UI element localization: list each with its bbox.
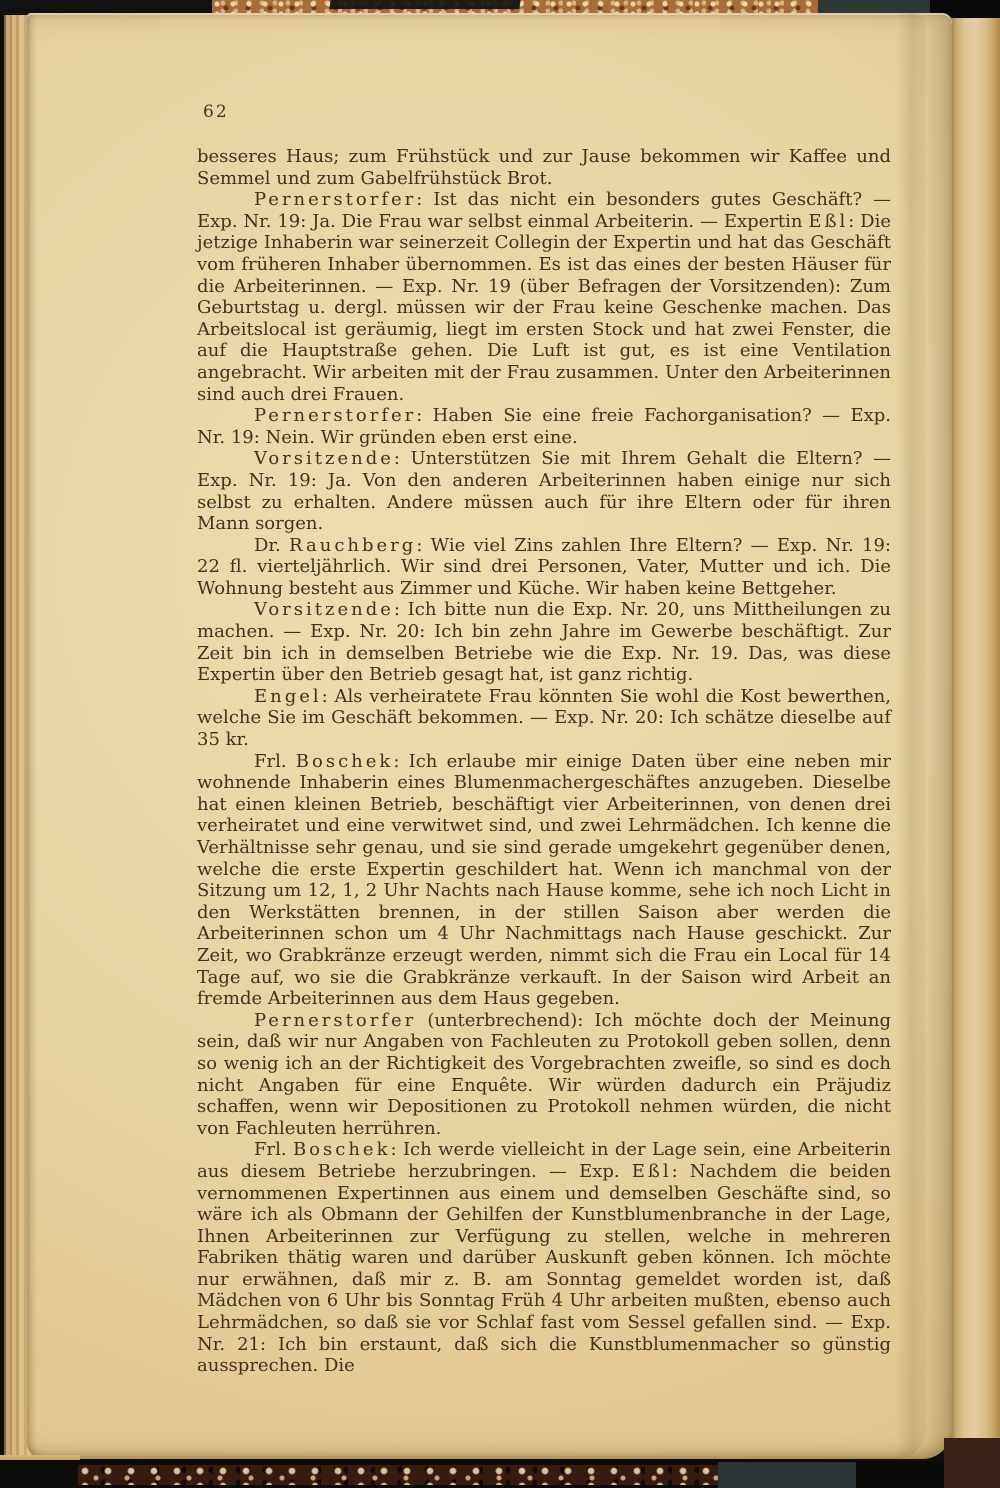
paragraph-text: : Haben Sie eine freie Fachorganisation? — Exp. Nr. 19: Nein. Wir gründen eben erst eine. <box>197 405 891 448</box>
speaker-name: Pernerstorfer <box>254 189 417 211</box>
paragraph-text: : Ist das nicht ein besonders gutes Geschäft? — Exp. Nr. 19: Ja. Die Frau war selbst einmal Arbeiterin. — Expertin <box>197 189 891 232</box>
paragraph <box>197 1010 891 1140</box>
gutter-shadow <box>896 13 926 1459</box>
speaker-name: Vorsitzende <box>254 448 394 470</box>
paragraph-text: : Ich bitte nun die Exp. Nr. 20, uns Mittheilungen zu machen. — Exp. Nr. 20: Ich bin zehn Jahre im Gewerbe beschäftigt. Zur Zeit bin ich in demselben Betriebe wie die Exp. Nr. 19. Das, was diese Expertin über den Betrieb gesagt hat, ist ganz richtig. <box>197 599 891 686</box>
paragraph-text: : Ich erlaube mir einige Daten über eine neben mir wohnende Inhaberin eines Blumenmachergeschäftes anzugeben. Dieselbe hat einen kleinen Betrieb, beschäftigt vier Arbeiterinnen, von denen drei verheiratet und eine verwitwet sind, und zwei Lehrmädchen. Ich kenne die Verhältnisse sehr genau, und sie sind gerade umgekehrt gegenüber denen, welche die erste Expertin geschildert hat. Wenn ich manchmal von der Sitzung um 12, 1, 2 Uhr Nachts nach Hause komme, sehe ich noch Licht in den Werkstätten brennen, in der stillen Saison aber werden die Arbeiterinnen schon um 4 Uhr Nachmittags nach Hause geschickt. Zur Zeit, wo Grabkränze erzeugt werden, nimmt sich die Frau ein Local für 14 Tage auf, wo sie die Grabkränze verkauft. In der Saison wird Arbeit an fremde Arbeiterinnen aus dem Haus gegeben. <box>197 750 891 1010</box>
paragraph-text: Frl. <box>254 1139 293 1161</box>
paragraph-text: besseres Haus; zum Frühstück und zur Jause bekommen wir Kaffee und Semmel und zum Gabelfrühstück Brot. <box>197 146 891 189</box>
top-cover-shadow <box>329 0 520 9</box>
paragraph-text: : Ich werde vielleicht in der Lage sein, eine Arbeiterin aus diesem Betriebe herzubringen. — Exp. <box>197 1139 891 1182</box>
paragraph <box>197 189 891 405</box>
speaker-name: Rauchberg <box>289 534 417 556</box>
bottom-cover-slate <box>718 1462 856 1488</box>
paragraph-text: : Nachdem die beiden vernommenen Expertinnen aus einem und demselben Geschäfte sind, so wäre ich als Obmann der Gehilfen der Kunstblumenbranche in der Lage, Ihnen Arbeiterinnen zur Verfügung zu stellen, welche in mehreren Fabriken thätig waren und darüber Auskunft geben können. Ich möchte nur erwähnen, daß mir z. B. am Sonntag gemeldet worden ist, daß Mädchen von 6 Uhr bis Sonntag Früh 4 Uhr arbeiten mußten, ebenso auch Lehrmädchen, so daß sie vor Schlaf fast vom Sessel gefallen sind. — Exp. Nr. 21: Ich bin erstaunt, daß sich die Kunstblumenmacher so günstig aussprechen. Die <box>197 1160 891 1377</box>
paragraph <box>197 1139 891 1377</box>
paragraph-text: Dr. <box>254 534 290 556</box>
paragraph <box>197 448 891 534</box>
paragraph-text: : Wie viel Zins zahlen Ihre Eltern? — Exp. Nr. 19: 22 fl. vierteljährlich. Wir sind drei Personen, Vater, Mutter und ich. Die Wohnung besteht aus Zimmer und Küche. Wir haben keine Bettgeher. <box>197 534 891 599</box>
paragraph <box>197 751 891 1010</box>
speaker-name: Vorsitzende <box>254 599 394 621</box>
paragraph-text: Frl. <box>254 750 296 772</box>
speaker-name: Boschek <box>295 750 394 772</box>
bottom-right-cover-corner <box>944 1438 1000 1488</box>
paragraph <box>197 405 891 448</box>
paragraph-text: : Unterstützen Sie mit Ihrem Gehalt die Eltern? — Exp. Nr. 19: Ja. Von den anderen Arbeiterinnen haben einige nur sich selbst zu erhalten. Andere müssen auch für ihre Eltern oder für ihren Mann sorgen. <box>197 448 891 535</box>
speaker-name: Eßl <box>631 1160 672 1182</box>
page-number: 62 <box>203 102 229 122</box>
book-page <box>27 13 952 1459</box>
paragraph-text: : Die jetzige Inhaberin war seinerzeit Collegin der Expertin und hat das Geschäft vom früheren Inhaber übernommen. Es ist das eines der besten Häuser für die Arbeiterinnen. — Exp. Nr. 19 (über Befragen der Vorsitzenden): Zum Geburtstag u. dergl. müssen wir der Frau keine Geschenke machen. Das Arbeitslocal ist geräumig, liegt im ersten Stock und hat zwei Fenster, die auf die Hauptstraße gehen. Die Luft ist gut, es ist eine Ventilation angebracht. Wir arbeiten mit der Frau zusammen. Unter den Arbeiterinnen sind auch drei Frauen. <box>197 210 891 405</box>
text-block <box>197 146 891 1377</box>
paragraph <box>197 535 891 600</box>
paragraph-text: (unterbrechend): Ich möchte doch der Meinung sein, daß wir nur Angaben von Fachleuten zu Protokoll geben sollen, denn so wenig ich an der Richtigkeit des Vorgebrachten zweifle, so sind es doch nicht Angaben für eine Enquête. Wir würden dadurch ein Präjudiz schaffen, wenn wir Depositionen zu Protokoll nehmen würden, die nicht von Fachleuten herrühren. <box>197 1009 891 1139</box>
speaker-name: Engel <box>254 685 322 707</box>
paragraph <box>197 146 891 189</box>
paragraph <box>197 686 891 751</box>
speaker-name: Boschek <box>292 1139 391 1161</box>
speaker-name: Pernerstorfer <box>254 405 417 427</box>
paragraph <box>197 599 891 685</box>
speaker-name: Eßl <box>808 210 849 232</box>
paragraph-text: : Als verheiratete Frau könnten Sie wohl die Kost bewerthen, welche Sie im Geschäft bekommen. — Exp. Nr. 20: Ich schätze dieselbe auf 35 kr. <box>197 685 891 751</box>
next-page-edge <box>949 12 1000 1464</box>
bottom-right-cover-black <box>856 1462 956 1488</box>
speaker-name: Pernerstorfer <box>254 1009 417 1031</box>
marbled-bottom-strip <box>78 1465 720 1485</box>
